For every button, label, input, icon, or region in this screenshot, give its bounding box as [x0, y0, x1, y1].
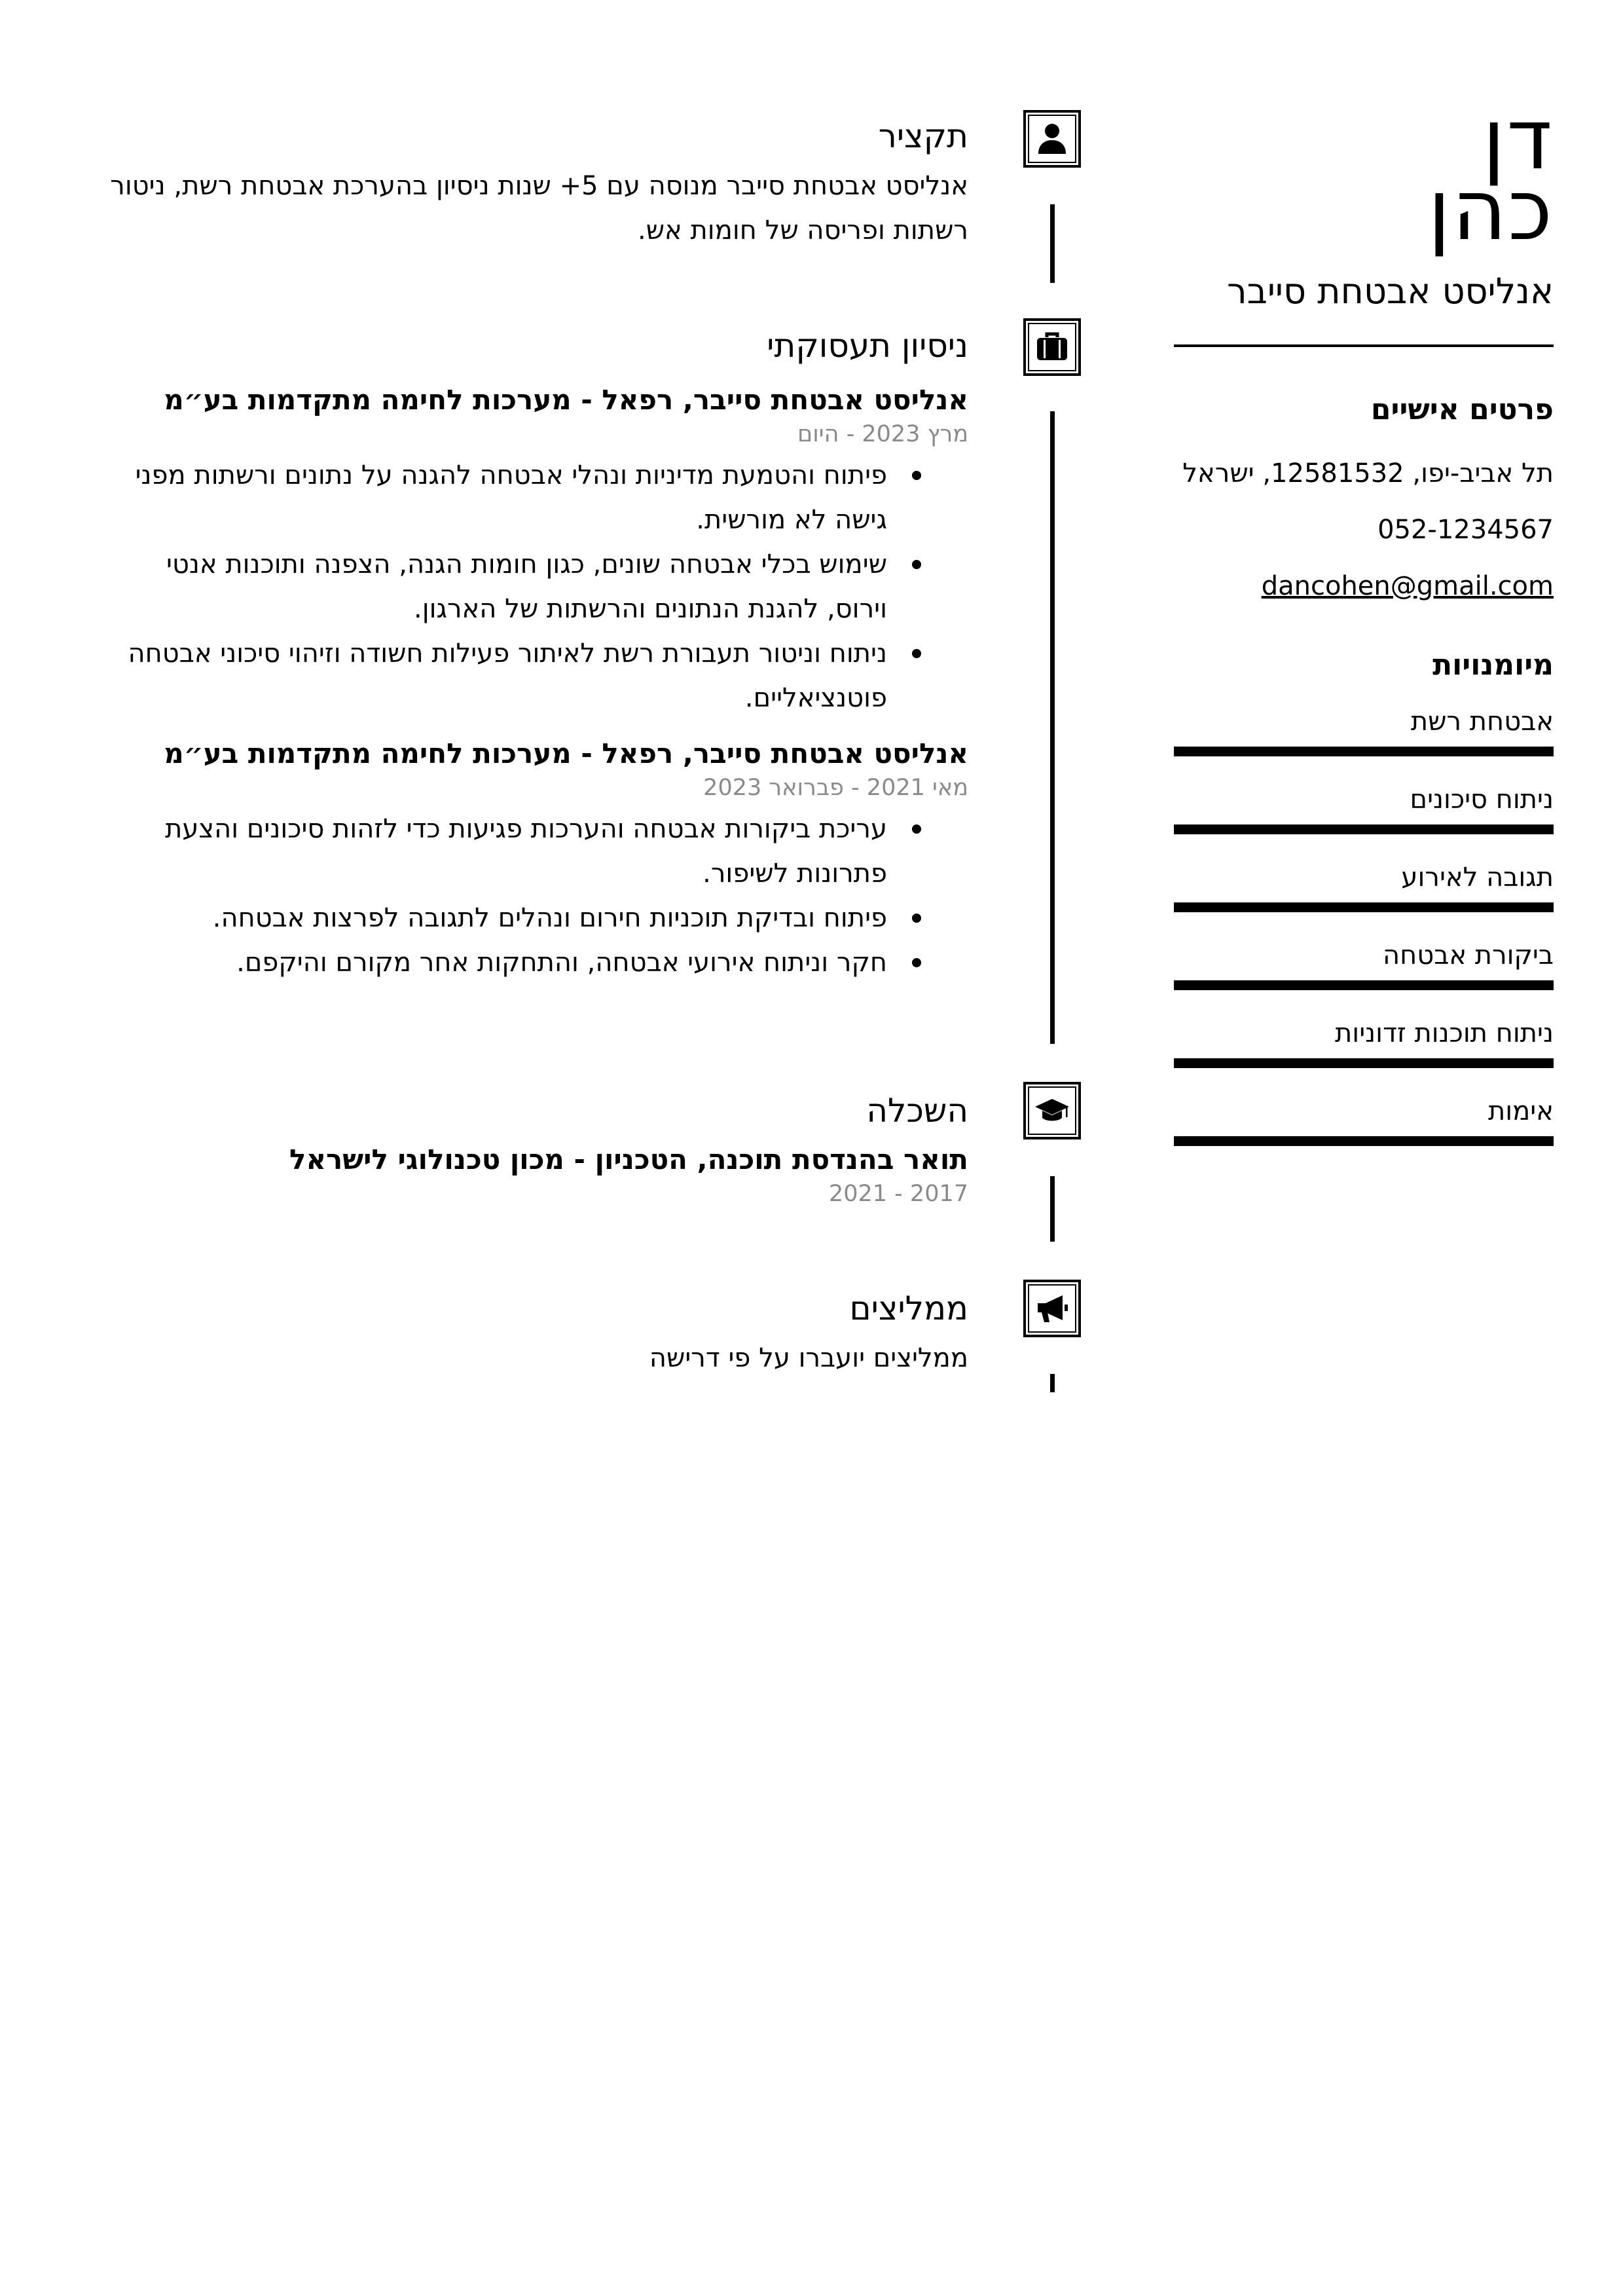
references-section-icon [1023, 1280, 1081, 1337]
skill-label: ביקורת אבטחה [1383, 940, 1554, 971]
list-item: שימוש בכלי אבטחה שונים, כגון חומות הגנה, הצפנה ותוכנות אנטי וירוס, להגנת הנתונים והרשתות של הארגון. [104, 542, 887, 631]
list-item: ניתוח וניטור תעבורת רשת לאיתור פעילות חשודה וזיהוי סיכוני אבטחה פוטנציאליים. [104, 631, 887, 720]
experience-section [104, 325, 968, 985]
job-bullets [104, 453, 968, 720]
timeline-connector [1050, 1176, 1055, 1242]
skill-label: תגובה לאירוע [1401, 862, 1554, 893]
references-text: ממליצים יועברו על פי דרישה [649, 1343, 968, 1373]
summary-text: אנליסט אבטחת סייבר מנוסה עם 5+ שנות ניסיון בהערכת אבטחת רשת, ניטור רשתות ופריסה של חומות אש. [110, 171, 968, 246]
job-dates: מרץ 2023 - היום [797, 421, 968, 447]
degree-title: תואר בהנדסת תוכנה, הטכניון - מכון טכנולוגי לישראל [289, 1143, 968, 1176]
email-link[interactable]: dancohen@gmail.com [1261, 571, 1554, 601]
job-dates: מאי 2021 - פברואר 2023 [703, 775, 968, 801]
person-icon [1037, 122, 1067, 155]
job-entry [104, 735, 968, 985]
sidebar [1174, 91, 1554, 1171]
education-section [104, 1090, 968, 1209]
personal-details-heading: פרטים אישיים [1370, 393, 1554, 426]
timeline-connector [1050, 411, 1055, 1044]
education-title: השכלה [866, 1092, 968, 1130]
skills-list [1174, 703, 1554, 1146]
skill-level-bar [1174, 1058, 1554, 1068]
list-item: פיתוח והטמעת מדיניות ונהלי אבטחה להגנה על נתונים ורשתות מפני גישה לא מורשית. [104, 453, 887, 542]
education-dates: 2017 - 2021 [828, 1181, 968, 1207]
phone: 052-1234567 [1377, 515, 1554, 545]
list-item: פיתוח ובדיקת תוכניות חירום ונהלים לתגובה לפרצות אבטחה. [104, 896, 887, 940]
job-title: אנליסט אבטחת סייבר, רפאל - מערכות לחימה מתקדמות בע״מ [164, 384, 968, 416]
job-entry [104, 381, 968, 720]
skill-item [1174, 781, 1554, 834]
briefcase-icon [1036, 332, 1068, 362]
skill-item [1174, 937, 1554, 990]
timeline-connector [1050, 204, 1055, 283]
summary-section [104, 115, 968, 253]
skill-level-bar [1174, 1136, 1554, 1146]
job-headline: אנליסט אבטחת סייבר [1227, 270, 1554, 312]
skill-level-bar [1174, 902, 1554, 912]
skill-level-bar [1174, 824, 1554, 834]
education-section-icon [1023, 1082, 1081, 1139]
skill-level-bar [1174, 980, 1554, 990]
personal-details [1174, 454, 1554, 605]
summary-title: תקציר [878, 117, 968, 155]
graduation-cap-icon [1034, 1098, 1070, 1124]
references-title: ממליצים [849, 1289, 968, 1327]
skill-item [1174, 1015, 1554, 1068]
last-name: כהן [1427, 162, 1554, 259]
skill-item [1174, 703, 1554, 756]
list-item: עריכת ביקורות אבטחה והערכות פגיעות כדי לזהות סיכונים והצעת פתרונות לשיפור. [104, 807, 887, 896]
skill-label: אבטחת רשת [1410, 707, 1554, 737]
timeline-connector [1050, 1374, 1055, 1392]
skill-item [1174, 859, 1554, 912]
sidebar-divider [1174, 344, 1554, 347]
skill-label: ניתוח תוכנות זדוניות [1335, 1018, 1554, 1048]
candidate-name [1174, 91, 1554, 259]
skill-level-bar [1174, 747, 1554, 756]
skill-label: ניתוח סיכונים [1410, 785, 1554, 815]
job-bullets [104, 807, 968, 985]
first-name: דן [1482, 91, 1554, 189]
megaphone-icon [1035, 1293, 1069, 1324]
list-item: חקר וניתוח אירועי אבטחה, והתחקות אחר מקורם והיקפם. [104, 940, 887, 985]
job-title: אנליסט אבטחת סייבר, רפאל - מערכות לחימה מתקדמות בע״מ [164, 737, 968, 769]
references-section [104, 1287, 968, 1380]
skill-item [1174, 1093, 1554, 1146]
skill-label: אימות [1487, 1096, 1554, 1126]
experience-title: ניסיון תעסוקתי [767, 327, 968, 365]
address: תל אביב-יפו, 12581532, ישראל [1182, 458, 1554, 489]
skills-heading: מיומנויות [1432, 648, 1554, 682]
summary-section-icon [1023, 110, 1081, 168]
experience-section-icon [1023, 318, 1081, 376]
